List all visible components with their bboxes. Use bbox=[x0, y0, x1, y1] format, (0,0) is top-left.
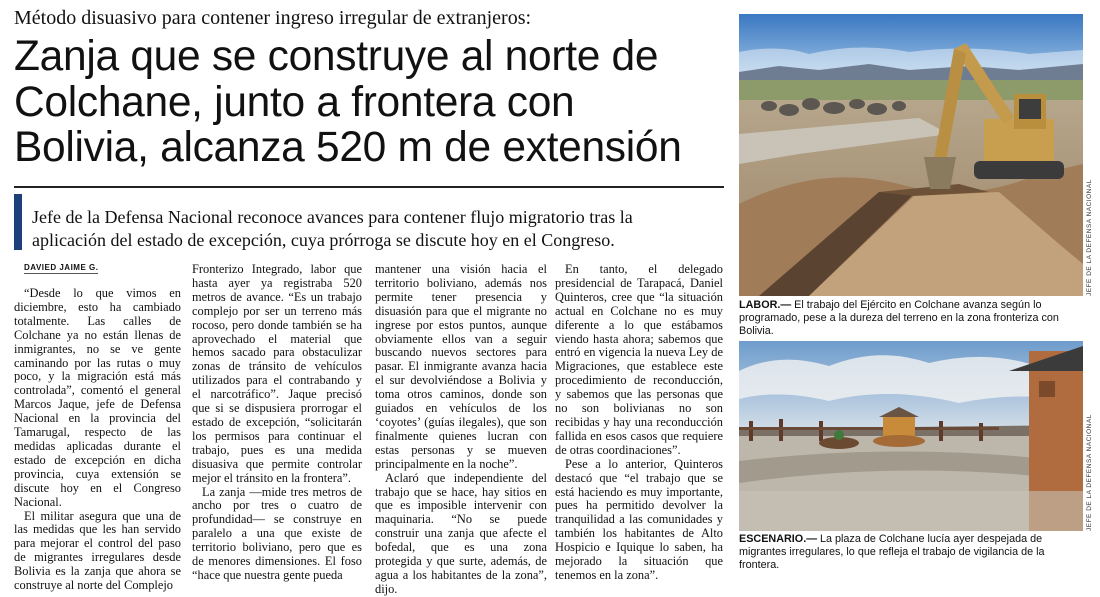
deck-line-2: aplicación del estado de excepción, cuya prórroga se discute hoy en el Congreso. bbox=[32, 230, 615, 250]
caption-text: El trabajo del Ejército en Colchane avanza según lo programado, pese a la dureza del terreno en la zona fronteriza con Bolivia. bbox=[739, 299, 1059, 337]
paragraph: El militar asegura que una de las medidas que les han servido para mejorar el control del paso de migrantes irregulares desde Bolivia es la zanja que ahora se construye al norte del Complejo bbox=[14, 508, 181, 593]
deck-line-1: Jefe de la Defensa Nacional reconoce avances para contener flujo migratorio tras la bbox=[32, 207, 633, 227]
body-column-3 bbox=[375, 263, 547, 597]
caption-label: LABOR.— bbox=[739, 299, 792, 311]
deck-accent-bar bbox=[14, 194, 22, 250]
paragraph: Fronterizo Integrado, labor que hasta ayer ya registraba 520 metros de avance. “Es un trabajo complejo por ser un terreno más rocoso, pero donde también se ha aprovechado el material que hemos sacado para obstaculizar zonas de tránsito de vehículos utilizados para el contrabando y el narcotráfico”. Jaque precisó que si se dispusiera prorrogar el estado de excepción, “solicitarán los permisos para continuar el trabajo, pues es una medida disuasiva que permite controlar mejor el tránsito en la frontera”. bbox=[192, 262, 362, 485]
headline-line-3: Bolivia, alcanza 520 m de extensión bbox=[14, 124, 682, 171]
caption-label: ESCENARIO.— bbox=[739, 533, 817, 545]
body-column-4 bbox=[555, 263, 723, 583]
kicker: Método disuasivo para contener ingreso irregular de extranjeros: bbox=[14, 7, 532, 29]
headline-rule bbox=[14, 186, 724, 188]
headline-line-2: Colchane, junto a frontera con bbox=[14, 78, 575, 126]
photo-credit: JEFE DE LA DEFENSA NACIONAL bbox=[1086, 179, 1093, 296]
headline-line-1: Zanja que se construye al norte de bbox=[14, 33, 659, 80]
photo-excavator-trench bbox=[739, 14, 1083, 296]
paragraph: Aclaró que independiente del trabajo que se hace, hay sitios en que es imposible intervenir con maquinaria. “No se puede construir una zanja que afecte el bofedal, que es una zona protegida y que surte, además, de agua a los habitantes de la zona”, dijo. bbox=[375, 470, 547, 596]
photo-caption-escenario bbox=[739, 533, 1085, 572]
paragraph: En tanto, el delegado presidencial de Tarapacá, Daniel Quinteros, cree que “la situación actual en Colchane no es muy diferente a lo que estábamos viendo hasta ahora; sabemos que entró en vigencia la nueva Ley de Migraciones, que establece este procedimiento de reconducción, y sabemos que las personas que no son bolivianas no son recibidas y hay una reconducción fallida en esos casos que requiere de otras coordinaciones”. bbox=[555, 262, 723, 457]
deck bbox=[32, 206, 722, 252]
body-column-1 bbox=[14, 287, 181, 593]
paragraph: mantener una visión hacia el territorio boliviano, además nos permite tener presencia y disuasión para que el migrante no ingrese por estos puntos, aunque obviamente ellos van a seguir buscando nuevos sectores para pasar. El inmigrante avanza hacia el sur devolviéndose a Bolivia y toma otros caminos, donde son guiados en vehículos de los ‘coyotes’ (guías ilegales), que son finalmente quienes lucran con estas personas y se mueven principalmente en la noche”. bbox=[375, 262, 547, 471]
body-column-2 bbox=[192, 263, 362, 583]
photo-credit: JEFE DE LA DEFENSA NACIONAL bbox=[1086, 414, 1093, 531]
paragraph: La zanja —mide tres metros de ancho por tres o cuatro de profundidad— se construye en paralelo a una que existe de territorio boliviano, pero que es de menores dimensiones. El foso “hace que nuestra gente pueda bbox=[192, 484, 362, 582]
byline: DAVIED JAIME G. bbox=[24, 263, 99, 272]
paragraph: “Desde lo que vimos en diciembre, esto ha cambiado totalmente. Las calles de Colchane ya no están llenas de inmigrantes, no se ve gente caminando por las rutas o muy poco, y la migración está más controlada”, comentó el general Marcos Jaque, jefe de Defensa Nacional en la provincia del Tamarugal, respecto de las medidas aplicadas durante el estado de excepción en dicha provincia, cuya extensión se discute hoy en el Congreso Nacional. bbox=[14, 286, 181, 509]
photo-empty-plaza bbox=[739, 341, 1083, 531]
photo-caption-labor bbox=[739, 299, 1085, 338]
headline bbox=[14, 34, 724, 171]
paragraph: Pese a lo anterior, Quinteros destacó que “el trabajo que se está haciendo es muy importante, pues ha permitido devolver la tranquilidad a las comunidades y también los habitantes de Alto Hospicio e Iquique lo saben, ha mejorado la situación que tenemos en la zona”. bbox=[555, 456, 723, 582]
caption-text: La plaza de Colchane lucía ayer despejada de migrantes irregulares, lo que refleja el trabajo de vigilancia de la frontera. bbox=[739, 533, 1045, 571]
